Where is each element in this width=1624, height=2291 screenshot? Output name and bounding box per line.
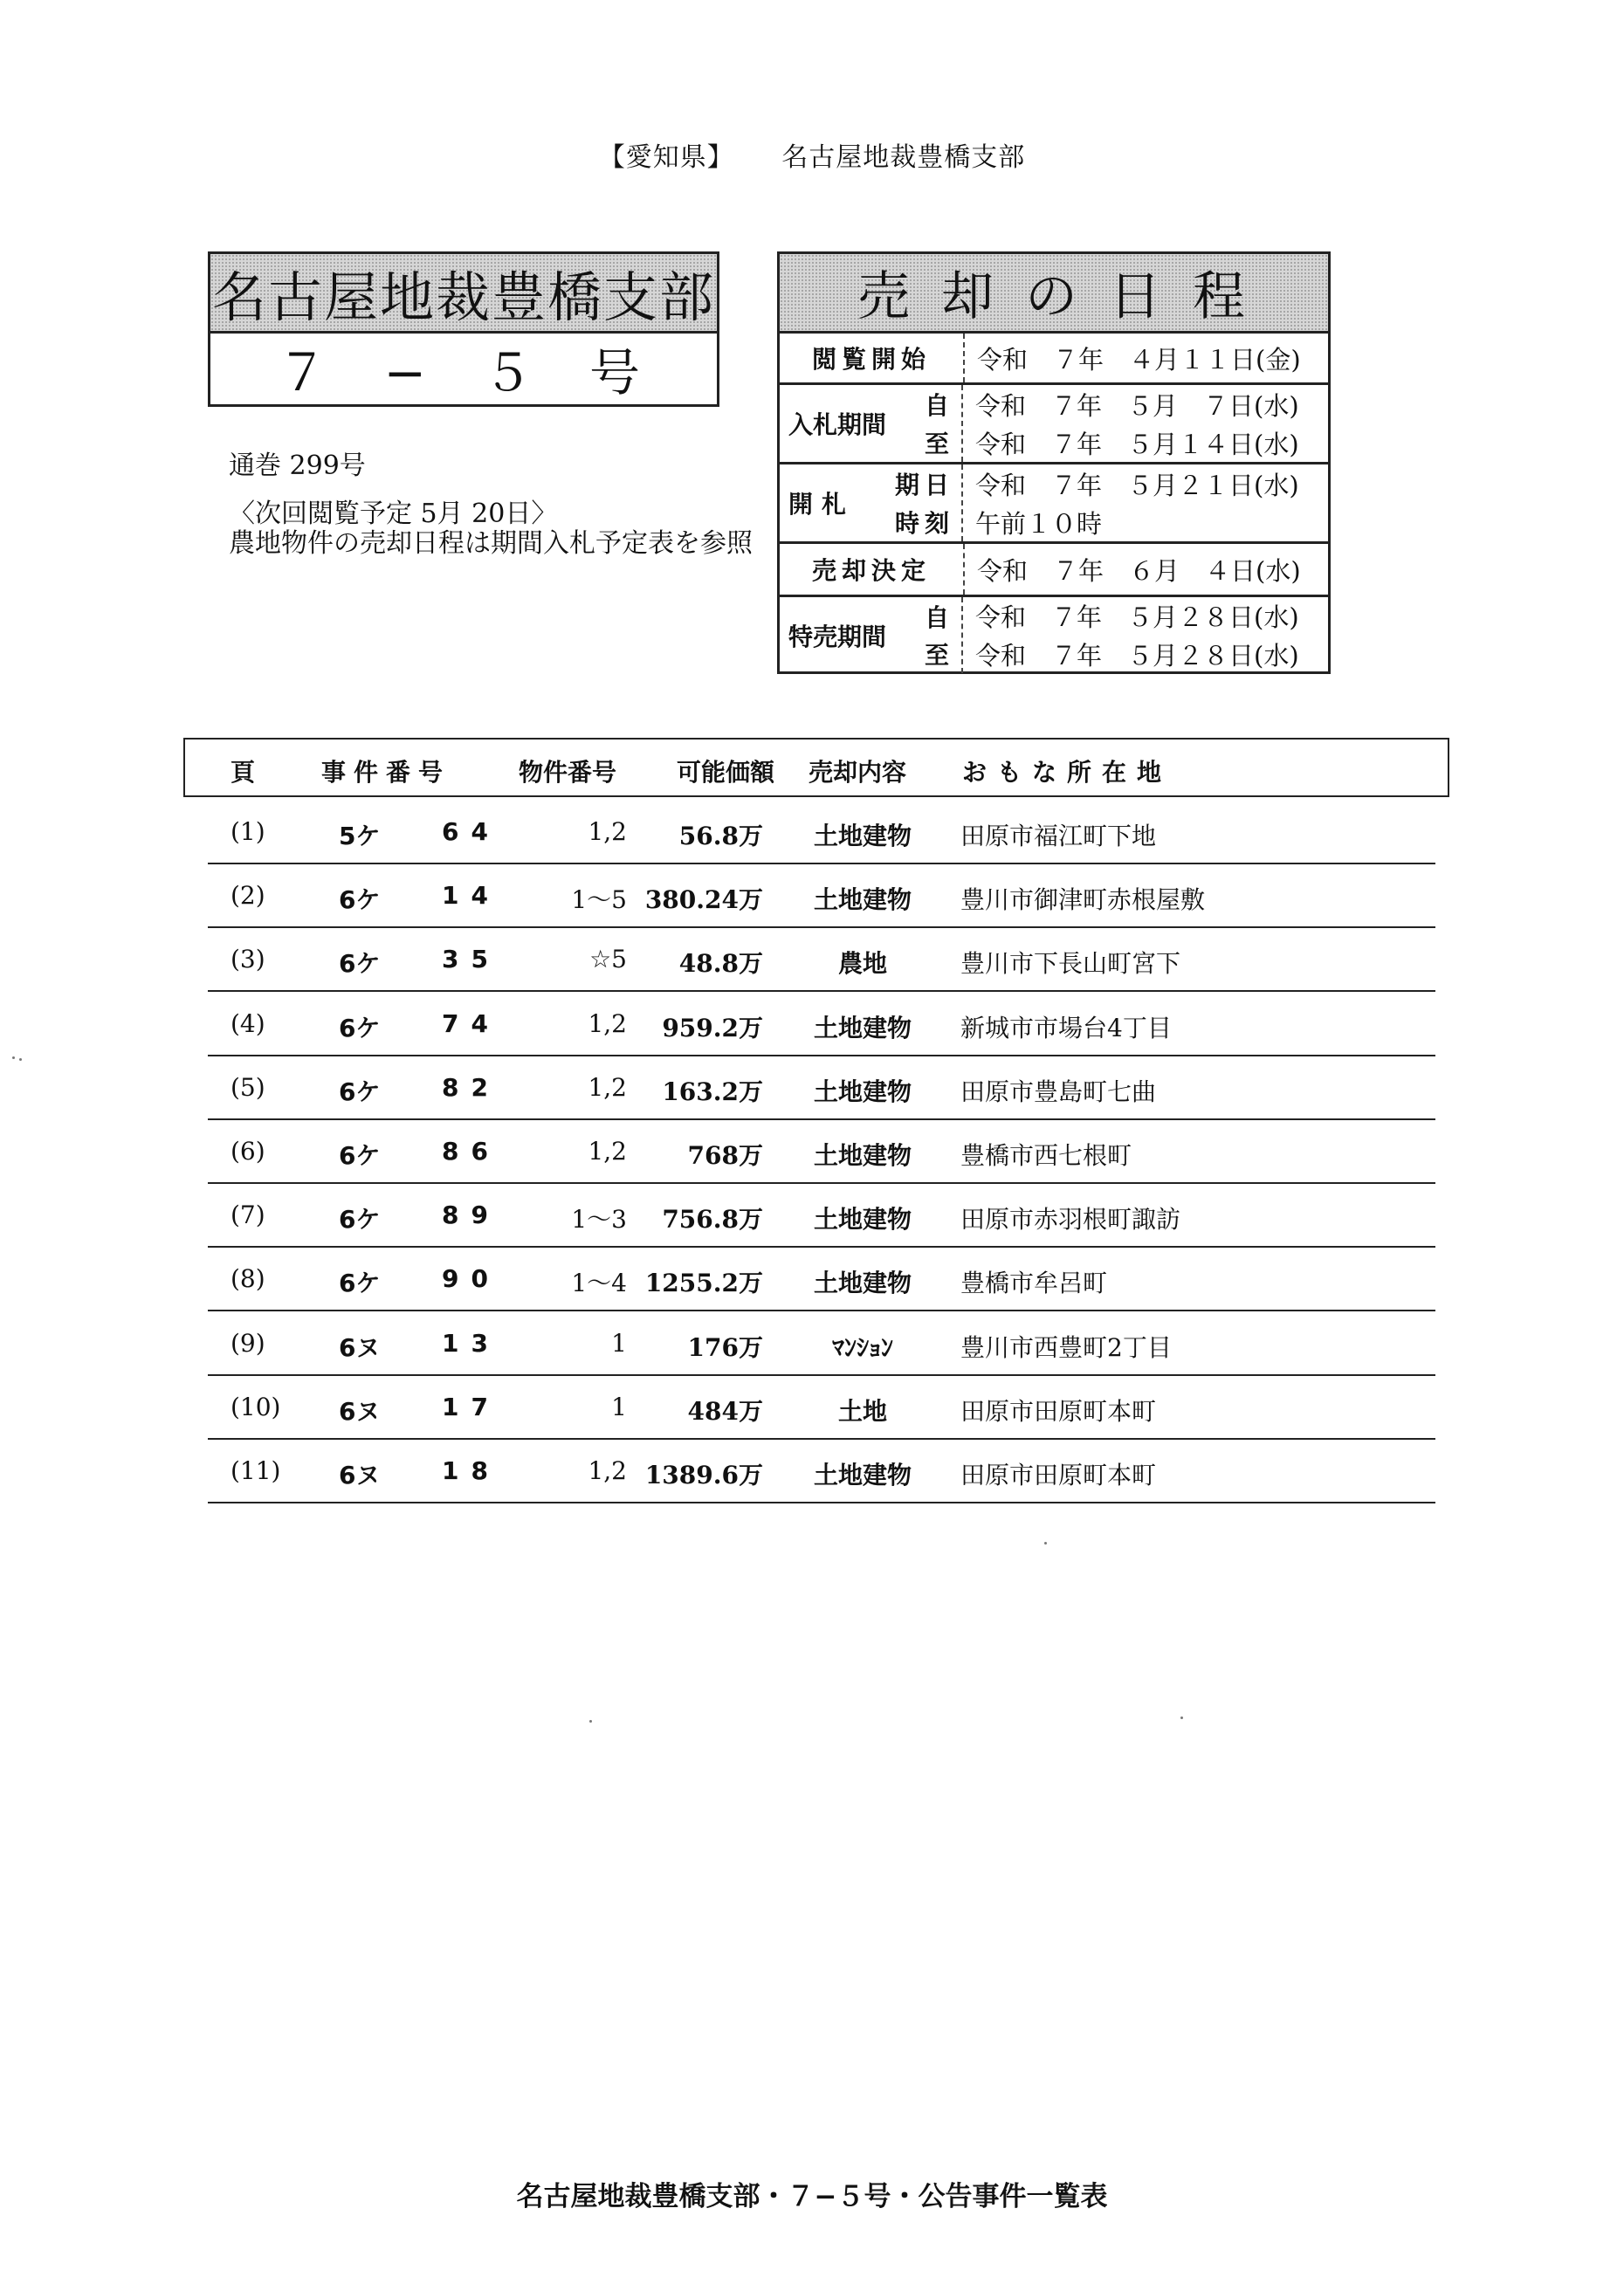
schedule-label: 閲覧開始 [780,334,965,382]
table-row [208,1375,1435,1440]
row-sale-type: 土地建物 [813,1013,912,1042]
row-page: (10) [231,1392,281,1421]
schedule-value: 令和 ７年 ４月１１日(金) [977,344,1301,375]
row-page: (11) [231,1456,281,1485]
row-price: 1255.2万 [644,1269,763,1298]
farmland-note: 農地物件の売却日程は期間入札予定表を参照 [229,528,753,559]
row-price: 768万 [687,1141,763,1170]
table-row [208,1119,1435,1184]
row-price: 1389.6万 [644,1461,763,1489]
row-object-number: 1〜3 [571,1205,627,1235]
row-object-number: 1 [611,1328,627,1358]
row-case-prefix: 6ケ [339,1141,381,1170]
row-location: 豊川市御津町赤根屋敷 [960,885,1206,915]
row-sale-type: 土地建物 [813,1461,912,1489]
table-row [208,1183,1435,1248]
schedule-value: 令和 ７年 ５月２８日(水) [975,640,1299,671]
row-case-prefix: 6ヌ [339,1396,381,1426]
header-page: 頁 [231,758,256,787]
row-object-number: ☆5 [589,945,627,974]
row-page: (7) [231,1201,265,1230]
row-page: (3) [231,945,265,974]
schedule-sublabel: 期日 [894,471,954,499]
row-case-number: 90 [442,1264,500,1294]
scan-speck [1044,1542,1047,1545]
row-object-number: 1,2 [588,1137,627,1166]
schedule-label: 入札期間 [788,410,887,439]
schedule-label: 特売期間 [788,622,887,651]
row-case-prefix: 5ケ [339,822,381,850]
row-location: 豊川市下長山町宮下 [960,949,1181,979]
row-case-prefix: 6ケ [339,1205,381,1235]
schedule-sublabel: 自 [924,602,954,632]
header-case-number: 事件番号 [321,758,451,787]
schedule-title: 売却の日程 [780,254,1328,334]
row-case-prefix: 6ケ [339,885,381,915]
row-sale-type: ﾏﾝｼｮﾝ [831,1332,893,1362]
row-price: 48.8万 [678,949,763,979]
scan-speck [12,1056,15,1059]
row-object-number: 1〜5 [571,885,627,915]
table-row [208,1056,1435,1120]
table-row [208,800,1435,864]
row-case-number: 13 [442,1328,500,1358]
table-row [208,1439,1435,1503]
row-location: 新城市市場台4丁目 [960,1013,1172,1042]
row-price: 380.24万 [644,885,763,915]
row-price: 959.2万 [662,1013,763,1042]
schedule-label: 売却決定 [780,544,965,595]
row-page: (6) [231,1137,265,1166]
sale-schedule [777,251,1331,674]
table-row [208,1311,1435,1376]
row-location: 豊橋市西七根町 [960,1141,1132,1170]
header-object-number: 物件番号 [519,758,617,787]
schedule-sublabel: 至 [924,430,954,458]
row-case-number: 17 [442,1392,500,1421]
header-location: おもな所在地 [962,758,1173,787]
schedule-value: 令和 ７年 ５月２８日(水) [975,602,1299,633]
schedule-row-bidding [780,385,1328,464]
row-location: 田原市豊島町七曲 [960,1077,1157,1106]
row-page: (2) [231,881,265,911]
next-viewing-note: 〈次回閲覧予定 5月 20日〉 [229,499,558,529]
row-object-number: 1 [611,1392,627,1421]
schedule-row-special-sale [780,597,1328,673]
row-case-number: 82 [442,1072,500,1102]
row-object-number: 1,2 [588,1456,627,1485]
page-footer: 名古屋地裁豊橋支部・７−５号・公告事件一覧表 [516,2181,1108,2212]
schedule-value: 令和 ７年 ５月１４日(水) [975,429,1299,459]
row-sale-type: 土地建物 [813,1077,912,1106]
row-location: 田原市田原町本町 [960,1461,1157,1489]
schedule-row-decision [780,544,1328,597]
listing-table-header [183,738,1449,797]
row-sale-type: 土地建物 [813,822,912,850]
volume-number: 通巻 299号 [229,451,366,481]
row-page: (1) [231,817,265,846]
row-case-number: 74 [442,1008,500,1038]
row-price: 756.8万 [662,1205,763,1235]
header-price: 可能価額 [677,758,775,787]
row-price: 484万 [687,1396,763,1426]
row-price: 163.2万 [662,1077,763,1106]
row-page: (5) [231,1072,265,1102]
scan-speck [1180,1717,1183,1719]
row-page: (8) [231,1264,265,1294]
row-case-prefix: 6ケ [339,1013,381,1042]
row-price: 56.8万 [678,822,763,850]
row-sale-type: 農地 [837,949,887,979]
row-case-number: 64 [442,817,500,846]
row-price: 176万 [687,1332,763,1362]
notes [229,499,753,559]
row-case-prefix: 6ヌ [339,1332,381,1362]
scan-speck [19,1058,22,1061]
row-page: (4) [231,1008,265,1038]
row-case-prefix: 6ケ [339,1269,381,1298]
row-location: 豊川市西豊町2丁目 [960,1332,1172,1362]
court-name: 名古屋地裁豊橋支部 [781,142,1026,173]
row-sale-type: 土地建物 [813,1205,912,1235]
schedule-row-viewing [780,334,1328,385]
row-case-number: 86 [442,1137,500,1166]
schedule-sublabel: 至 [924,641,954,671]
row-page: (9) [231,1328,265,1358]
table-row [208,1247,1435,1311]
row-sale-type: 土地建物 [813,1141,912,1170]
schedule-row-opening [780,464,1328,544]
row-object-number: 1,2 [588,817,627,846]
table-row [208,927,1435,992]
schedule-value: 令和 ７年 ６月 ４日(水) [977,555,1301,586]
row-case-number: 89 [442,1201,500,1230]
row-case-number: 18 [442,1456,500,1485]
title-issue-number: ７ − ５ 号 [277,343,650,402]
row-location: 田原市赤羽根町諏訪 [960,1205,1181,1235]
schedule-label: 開札 [788,490,856,519]
row-object-number: 1,2 [588,1008,627,1038]
row-case-prefix: 6ケ [339,949,381,979]
schedule-sublabel: 自 [924,391,954,420]
schedule-sublabel: 時刻 [894,509,954,538]
page-header [0,135,1624,174]
row-location: 豊橋市牟呂町 [960,1269,1108,1298]
row-sale-type: 土地建物 [813,885,912,915]
row-object-number: 1〜4 [571,1269,627,1298]
title-court-name: 名古屋地裁豊橋支部 [210,254,717,334]
row-sale-type: 土地 [837,1396,887,1426]
schedule-value: 午前１０時 [975,508,1103,539]
scan-speck [589,1720,592,1723]
table-row [208,992,1435,1056]
row-object-number: 1,2 [588,1072,627,1102]
title-box [208,251,719,407]
row-location: 田原市福江町下地 [960,822,1157,850]
row-sale-type: 土地建物 [813,1269,912,1298]
prefecture-label: 【愛知県】 [598,142,734,173]
header-sale-type: 売却内容 [809,758,907,787]
row-location: 田原市田原町本町 [960,1396,1157,1426]
row-case-prefix: 6ヌ [339,1461,381,1489]
schedule-value: 令和 ７年 ５月２１日(水) [975,470,1299,500]
row-case-number: 14 [442,881,500,911]
table-row [208,863,1435,928]
schedule-value: 令和 ７年 ５月 ７日(水) [975,390,1299,421]
row-case-prefix: 6ケ [339,1077,381,1106]
row-case-number: 35 [442,945,500,974]
